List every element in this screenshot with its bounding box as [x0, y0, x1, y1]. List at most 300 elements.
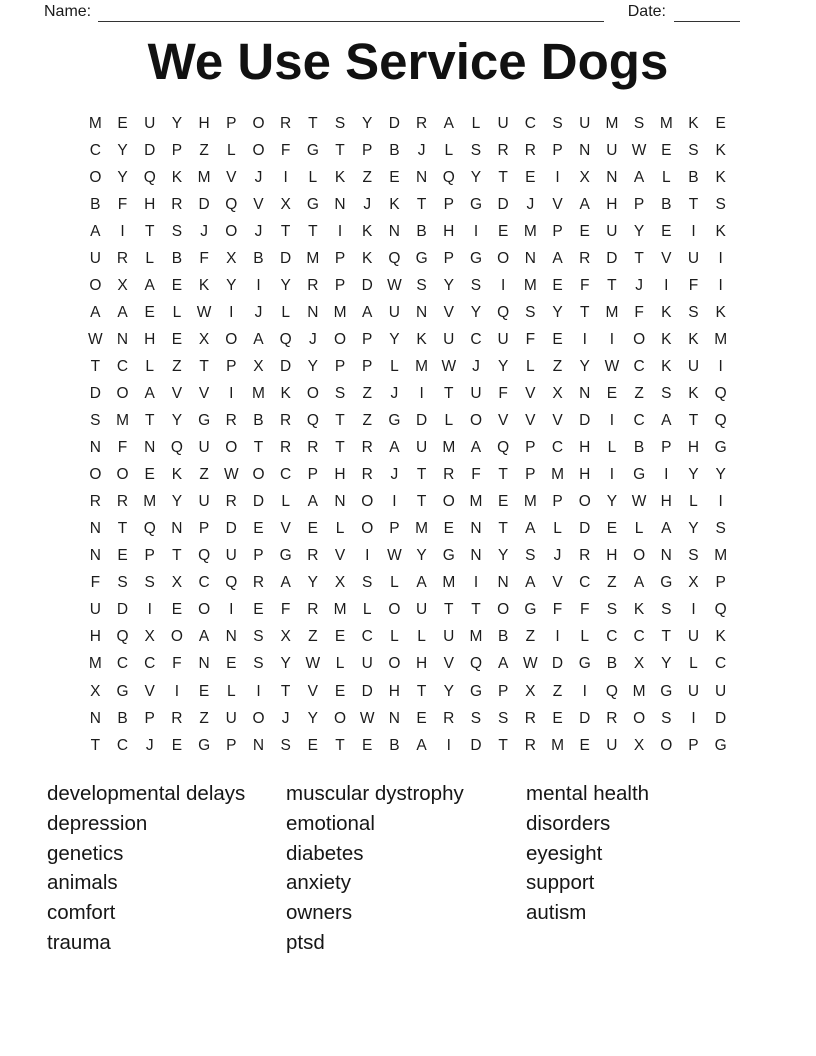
word-item: developmental delays — [47, 782, 246, 805]
grid-letter: A — [280, 574, 291, 592]
grid-letter: L — [689, 655, 698, 673]
grid-letter: X — [688, 574, 699, 592]
grid-letter: M — [143, 493, 157, 511]
grid-letter: I — [337, 222, 343, 240]
grid-letter: W — [305, 655, 321, 673]
grid-letter: S — [688, 141, 699, 159]
grid-letter: B — [253, 249, 264, 267]
grid-letter: N — [198, 655, 210, 673]
grid-letter: E — [171, 601, 183, 619]
word-item: genetics — [47, 841, 124, 865]
grid-letter: Y — [307, 709, 319, 727]
grid-letter: O — [578, 493, 591, 511]
grid-letter: N — [89, 520, 101, 538]
grid-letter: U — [144, 114, 156, 132]
grid-letter: T — [335, 141, 345, 159]
grid-letter: S — [715, 520, 726, 538]
grid-letter: M — [306, 249, 320, 267]
grid-letter: C — [551, 439, 564, 457]
grid-letter: L — [661, 168, 671, 186]
grid-letter: I — [256, 682, 261, 700]
grid-letter: J — [553, 547, 562, 565]
grid-letter: D — [116, 601, 129, 619]
grid-letter: D — [280, 249, 292, 267]
grid-letter: P — [334, 276, 346, 294]
grid-letter: T — [498, 466, 508, 484]
grid-letter: G — [660, 574, 673, 592]
grid-letter: P — [552, 493, 563, 511]
grid-letter: N — [470, 547, 482, 565]
grid-letter: E — [253, 520, 264, 538]
grid-letter: R — [443, 709, 455, 727]
grid-row — [82, 110, 735, 137]
grid-letter: I — [609, 412, 615, 430]
grid-letter: A — [144, 276, 155, 294]
grid-letter: Y — [497, 357, 509, 375]
grid-letter: C — [633, 357, 645, 375]
grid-letter: A — [307, 493, 319, 511]
grid-letter: E — [253, 601, 264, 619]
grid-letter: L — [526, 357, 535, 375]
grid-letter: O — [388, 655, 401, 673]
grid-letter: M — [605, 114, 619, 132]
grid-letter: L — [689, 493, 698, 511]
grid-letter: Q — [388, 249, 401, 267]
grid-letter: A — [443, 114, 454, 132]
grid-letter: E — [226, 655, 237, 673]
grid-letter: D — [497, 195, 509, 213]
grid-letter: G — [198, 736, 211, 754]
grid-letter: A — [633, 574, 645, 592]
grid-letter: M — [442, 574, 456, 592]
grid-letter: A — [579, 195, 590, 213]
grid-letter: D — [361, 682, 373, 700]
grid-letter: X — [280, 628, 291, 646]
grid-letter: K — [362, 222, 373, 240]
grid-letter: L — [335, 655, 345, 673]
grid-row — [82, 732, 735, 759]
grid-letter: A — [633, 168, 645, 186]
grid-letter: Z — [362, 168, 372, 186]
grid-letter: S — [688, 547, 699, 565]
grid-row — [82, 705, 735, 732]
grid-letter: X — [226, 249, 237, 267]
grid-row — [82, 380, 735, 407]
grid-letter: T — [144, 222, 155, 240]
grid-letter: X — [198, 330, 210, 348]
grid-letter: S — [470, 276, 482, 294]
grid-letter: C — [280, 466, 292, 484]
grid-letter: E — [443, 520, 454, 538]
grid-letter: T — [90, 736, 101, 754]
grid-letter: A — [661, 520, 672, 538]
grid-letter: D — [606, 249, 618, 267]
grid-letter: S — [334, 384, 346, 402]
grid-letter: Y — [280, 655, 291, 673]
grid-letter: R — [116, 249, 129, 267]
grid-letter: G — [714, 736, 727, 754]
grid-letter: Y — [606, 493, 618, 511]
grid-letter: C — [606, 628, 618, 646]
grid-letter: Y — [117, 168, 128, 186]
grid-letter: E — [307, 736, 319, 754]
grid-letter: K — [661, 357, 672, 375]
grid-letter: N — [579, 384, 591, 402]
grid-letter: P — [307, 466, 319, 484]
grid-letter: N — [388, 222, 400, 240]
name-blank-line — [98, 3, 604, 22]
grid-letter: I — [229, 601, 234, 619]
grid-letter: D — [225, 520, 237, 538]
grid-letter: O — [660, 736, 673, 754]
grid-letter: H — [388, 682, 400, 700]
grid-letter: L — [444, 412, 454, 430]
grid-letter: X — [552, 384, 563, 402]
grid-letter: A — [525, 574, 536, 592]
grid-letter: O — [497, 249, 510, 267]
grid-letter: I — [147, 601, 152, 619]
grid-letter: R — [497, 141, 509, 159]
grid-letter: M — [333, 601, 347, 619]
grid-letter: N — [497, 574, 509, 592]
grid-letter: B — [389, 736, 400, 754]
grid-letter: R — [415, 114, 428, 132]
grid-letter: C — [633, 628, 645, 646]
grid-letter: R — [524, 709, 536, 727]
grid-letter: T — [579, 303, 590, 321]
grid-letter: O — [252, 466, 265, 484]
grid-letter: J — [308, 330, 317, 348]
grid-letter: P — [525, 466, 536, 484]
grid-row — [82, 516, 735, 543]
grid-row — [82, 489, 735, 516]
grid-letter: W — [387, 276, 402, 294]
grid-letter: S — [90, 412, 101, 430]
grid-letter: A — [416, 574, 427, 592]
grid-letter: D — [579, 412, 591, 430]
grid-letter: I — [419, 384, 424, 402]
grid-letter: E — [171, 330, 183, 348]
grid-letter: Q — [225, 574, 238, 592]
grid-letter: L — [362, 601, 372, 619]
grid-letter: L — [553, 520, 562, 538]
grid-letter: H — [198, 114, 210, 132]
grid-letter: E — [552, 276, 563, 294]
grid-letter: Z — [362, 412, 372, 430]
grid-letter: P — [144, 709, 155, 727]
grid-letter: Q — [116, 628, 129, 646]
grid-letter: U — [225, 709, 237, 727]
grid-letter: O — [225, 330, 238, 348]
grid-letter: G — [306, 195, 319, 213]
grid-letter: U — [443, 628, 455, 646]
grid-letter: V — [552, 195, 563, 213]
grid-letter: K — [688, 330, 699, 348]
grid-letter: L — [335, 520, 345, 538]
grid-letter: S — [661, 709, 672, 727]
grid-letter: T — [90, 357, 101, 375]
grid-letter: Y — [552, 303, 563, 321]
grid-letter: C — [470, 330, 482, 348]
grid-letter: O — [225, 222, 238, 240]
grid-letter: R — [280, 439, 292, 457]
date-blank-line — [674, 3, 740, 22]
grid-letter: E — [661, 222, 672, 240]
grid-letter: B — [416, 222, 427, 240]
grid-letter: O — [497, 601, 510, 619]
grid-letter: P — [226, 736, 237, 754]
grid-letter: N — [579, 141, 591, 159]
grid-letter: R — [225, 412, 237, 430]
grid-letter: Z — [308, 628, 318, 646]
grid-row — [82, 272, 735, 299]
grid-letter: K — [715, 141, 726, 159]
grid-letter: U — [89, 601, 101, 619]
grid-letter: G — [469, 682, 482, 700]
grid-letter: R — [116, 493, 129, 511]
grid-letter: Y — [171, 412, 183, 430]
grid-letter: O — [198, 601, 211, 619]
grid-letter: J — [390, 466, 399, 484]
grid-letter: X — [633, 655, 645, 673]
grid-letter: T — [308, 114, 318, 132]
grid-letter: N — [89, 439, 101, 457]
grid-letter: P — [443, 195, 454, 213]
grid-letter: T — [199, 357, 209, 375]
grid-letter: I — [609, 466, 615, 484]
grid-letter: K — [715, 303, 726, 321]
grid-letter: O — [89, 466, 102, 484]
grid-letter: E — [144, 303, 155, 321]
grid-letter: M — [333, 303, 347, 321]
grid-letter: F — [199, 249, 209, 267]
grid-letter: R — [280, 114, 292, 132]
grid-letter: Q — [170, 439, 183, 457]
grid-row — [82, 435, 735, 462]
grid-letter: B — [633, 439, 645, 457]
grid-letter: U — [497, 330, 509, 348]
grid-letter: P — [715, 574, 726, 592]
grid-letter: S — [633, 114, 645, 132]
grid-letter: T — [444, 601, 454, 619]
grid-letter: R — [361, 439, 373, 457]
grid-letter: P — [198, 520, 210, 538]
grid-letter: X — [144, 628, 155, 646]
grid-letter: Q — [306, 412, 319, 430]
grid-letter: Z — [172, 357, 182, 375]
grid-letter: J — [200, 222, 208, 240]
grid-row — [82, 191, 735, 218]
grid-letter: W — [88, 330, 103, 348]
grid-letter: Y — [470, 303, 482, 321]
grid-letter: S — [688, 303, 699, 321]
word-item: trauma — [47, 930, 111, 954]
grid-letter: L — [281, 303, 290, 321]
grid-row — [82, 326, 735, 353]
grid-letter: P — [661, 439, 672, 457]
grid-letter: R — [606, 709, 618, 727]
grid-letter: P — [552, 222, 563, 240]
grid-letter: T — [498, 736, 508, 754]
grid-letter: H — [660, 493, 672, 511]
grid-letter: R — [361, 466, 373, 484]
grid-letter: F — [579, 276, 590, 294]
grid-row — [82, 245, 735, 272]
grid-letter: O — [252, 114, 265, 132]
grid-letter: I — [664, 466, 669, 484]
grid-letter: N — [252, 736, 265, 754]
grid-letter: C — [89, 141, 101, 159]
grid-letter: I — [174, 682, 180, 700]
grid-letter: V — [171, 384, 183, 402]
grid-letter: R — [307, 547, 319, 565]
grid-letter: Y — [307, 574, 319, 592]
grid-letter: S — [470, 141, 482, 159]
grid-letter: T — [335, 439, 345, 457]
grid-letter: F — [579, 601, 590, 619]
word-column — [286, 779, 464, 958]
grid-letter: H — [443, 222, 455, 240]
grid-letter: D — [198, 195, 210, 213]
grid-letter: I — [582, 682, 587, 700]
grid-letter: X — [90, 682, 101, 700]
grid-letter: M — [442, 439, 456, 457]
grid-letter: K — [715, 628, 726, 646]
grid-letter: Q — [714, 601, 727, 619]
grid-letter: K — [362, 249, 373, 267]
grid-letter: U — [606, 736, 618, 754]
grid-letter: Y — [443, 682, 454, 700]
grid-letter: D — [415, 412, 428, 430]
grid-letter: F — [634, 303, 644, 321]
grid-letter: R — [280, 412, 292, 430]
grid-letter: S — [416, 276, 427, 294]
grid-letter: U — [687, 628, 700, 646]
grid-letter: Y — [171, 114, 183, 132]
grid-letter: H — [144, 330, 156, 348]
grid-row — [82, 570, 735, 597]
grid-letter: E — [117, 114, 128, 132]
grid-letter: A — [389, 439, 400, 457]
grid-letter: F — [117, 195, 128, 213]
grid-letter: E — [334, 682, 346, 700]
grid-letter: T — [335, 736, 345, 754]
grid-letter: N — [470, 520, 482, 538]
grid-letter: T — [280, 682, 291, 700]
grid-letter: B — [90, 195, 101, 213]
grid-letter: Y — [171, 493, 183, 511]
grid-letter: N — [171, 520, 183, 538]
grid-letter: E — [117, 547, 128, 565]
grid-letter: G — [524, 601, 537, 619]
grid-letter: S — [171, 222, 183, 240]
grid-letter: B — [688, 168, 699, 186]
grid-letter: E — [307, 520, 319, 538]
grid-letter: O — [361, 493, 374, 511]
grid-letter: Y — [470, 168, 482, 186]
grid-letter: Q — [143, 520, 156, 538]
grid-letter: V — [334, 547, 346, 565]
grid-letter: C — [116, 357, 129, 375]
grid-letter: V — [144, 682, 155, 700]
grid-letter: G — [469, 249, 482, 267]
grid-letter: H — [606, 547, 618, 565]
grid-letter: Q — [143, 168, 156, 186]
grid-letter: W — [196, 303, 212, 321]
grid-row — [82, 353, 735, 380]
grid-letter: Y — [280, 276, 291, 294]
grid-letter: R — [225, 493, 237, 511]
grid-letter: M — [523, 222, 537, 240]
word-item: diabetes — [286, 841, 364, 865]
grid-letter: M — [523, 276, 537, 294]
grid-letter: D — [579, 709, 591, 727]
grid-letter: G — [469, 195, 482, 213]
grid-letter: V — [661, 249, 672, 267]
grid-letter: M — [632, 682, 646, 700]
grid-letter: J — [472, 357, 480, 375]
grid-letter: I — [718, 493, 723, 511]
grid-row — [82, 299, 735, 326]
grid-letter: C — [579, 574, 591, 592]
grid-letter: I — [365, 547, 370, 565]
grid-letter: P — [362, 330, 373, 348]
grid-letter: E — [497, 493, 509, 511]
grid-letter: L — [390, 574, 399, 592]
grid-letter: T — [688, 195, 699, 213]
grid-letter: J — [417, 141, 426, 159]
name-label: Name: — [44, 3, 92, 20]
grid-letter: W — [523, 655, 538, 673]
grid-letter: G — [714, 439, 727, 457]
grid-letter: O — [633, 547, 646, 565]
grid-letter: Z — [199, 141, 209, 159]
grid-letter: N — [334, 195, 346, 213]
grid-letter: P — [226, 114, 237, 132]
grid-letter: Y — [579, 357, 590, 375]
grid-letter: E — [552, 330, 563, 348]
word-item: anxiety — [286, 871, 351, 895]
grid-letter: A — [470, 439, 482, 457]
grid-letter: I — [283, 168, 288, 186]
grid-letter: L — [226, 682, 236, 700]
grid-letter: D — [551, 655, 564, 673]
grid-letter: Y — [307, 357, 319, 375]
grid-letter: T — [280, 222, 291, 240]
grid-letter: V — [525, 412, 536, 430]
grid-letter: P — [226, 357, 237, 375]
grid-letter: R — [171, 195, 183, 213]
grid-letter: E — [715, 114, 726, 132]
grid-letter: J — [254, 168, 263, 186]
grid-letter: I — [718, 276, 723, 294]
grid-row — [82, 651, 735, 678]
grid-letter: T — [416, 195, 427, 213]
grid-letter: H — [687, 439, 700, 457]
grid-letter: G — [388, 412, 401, 430]
grid-letter: B — [117, 709, 128, 727]
grid-letter: O — [89, 168, 102, 186]
grid-letter: T — [144, 412, 155, 430]
grid-row — [82, 543, 735, 570]
grid-letter: M — [88, 114, 102, 132]
grid-letter: P — [389, 520, 400, 538]
grid-letter: H — [144, 195, 156, 213]
grid-letter: Q — [225, 195, 238, 213]
grid-row — [82, 678, 735, 705]
grid-letter: V — [226, 168, 237, 186]
grid-letter: N — [388, 709, 400, 727]
